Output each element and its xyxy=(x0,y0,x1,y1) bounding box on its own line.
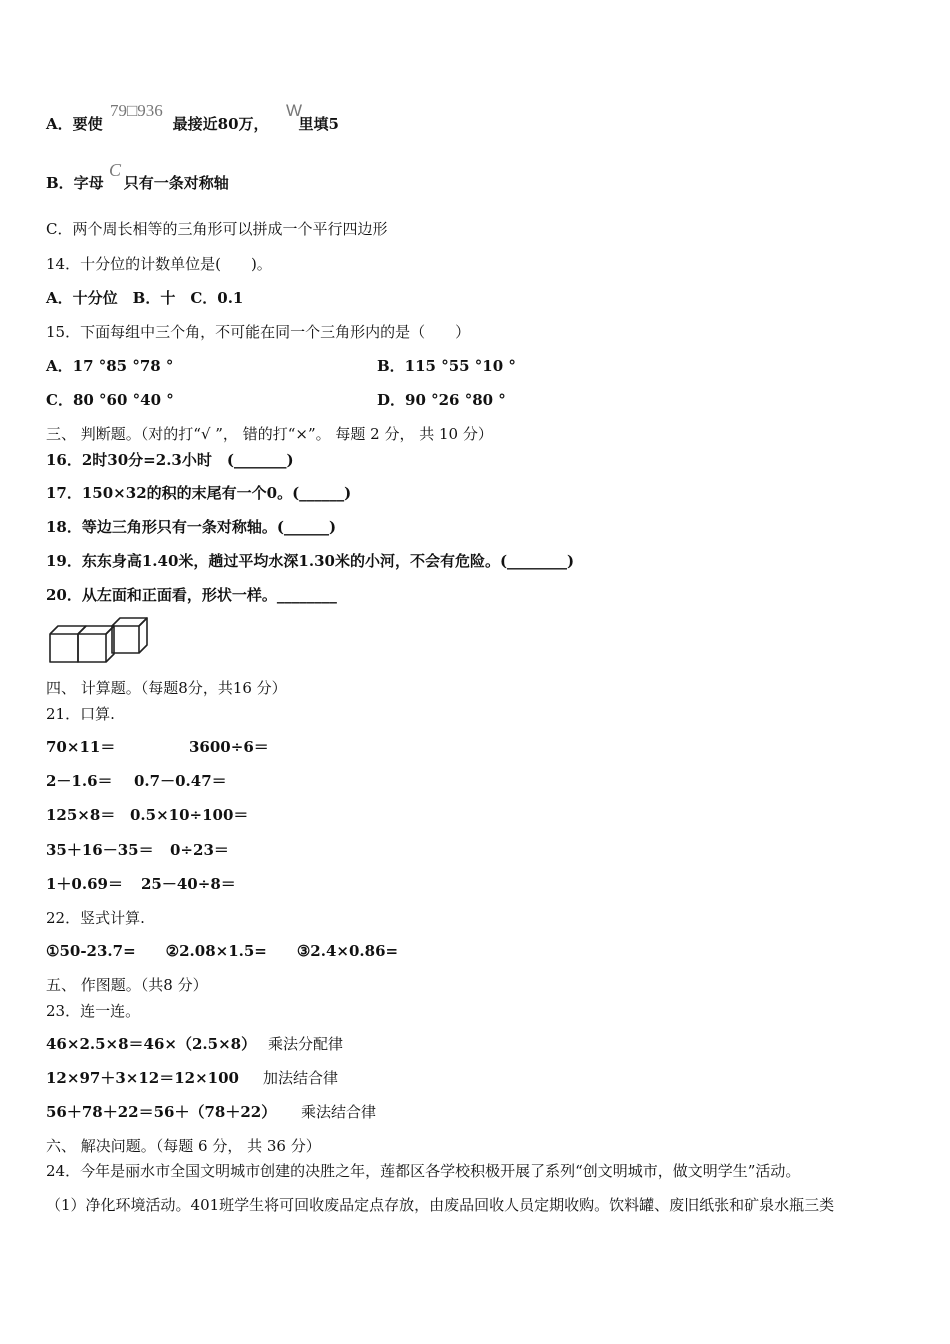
calc-row-2-left: 2－1.6＝ xyxy=(46,772,113,790)
q13-b-suffix: 只有一条对称轴 xyxy=(123,174,229,192)
q13-option-b xyxy=(46,173,229,193)
q24-stem: 24．今年是丽水市全国文明城市创建的决胜之年，莲都区各学校积极开展了系列“创文明城市，做文明学生”活动。 xyxy=(46,1162,801,1180)
q22-items: ①50-23.7= ②2.08×1.5= ③2.4×0.86= xyxy=(46,942,399,960)
cube-back-front-face xyxy=(112,626,139,653)
calc-row-5-right: 25－40÷8＝ xyxy=(141,875,236,893)
section4-heading: 四、 计算题。（每题8分，共16 分） xyxy=(46,679,287,697)
match-row-2-left: 12×97＋3×12＝12×100 xyxy=(46,1069,239,1087)
q13-a-mid: 最接近80万， xyxy=(172,115,269,133)
q15-option-c: C．80 °60 °40 ° xyxy=(46,391,174,409)
cube-front-middle-face xyxy=(78,634,106,662)
q20: 20．从左面和正面看，形状一样。________ xyxy=(46,586,337,604)
calc-row-5-left: 1＋0.69＝ xyxy=(46,875,123,893)
q13-b-prefix: B．字母 xyxy=(46,174,104,192)
q23-stem: 23．连一连。 xyxy=(46,1002,141,1020)
q13-b-letter-image: C xyxy=(109,160,122,180)
q13-a-number-image: 79□936 xyxy=(110,101,163,120)
section5-heading: 五、 作图题。（共8 分） xyxy=(46,976,208,994)
q16: 16．2时30分=2.3小时 (_______) xyxy=(46,451,294,469)
cube-back-side-face xyxy=(139,618,147,653)
calc-row-4-left: 35＋16－35＝ xyxy=(46,841,154,859)
cube-left-top-face xyxy=(50,626,86,634)
q13-a-suffix: 里填5 xyxy=(298,115,339,133)
q15-option-b: B．115 °55 °10 ° xyxy=(377,357,516,375)
q18: 18．等边三角形只有一条对称轴。(______) xyxy=(46,518,337,536)
calc-row-1-right: 3600÷6＝ xyxy=(189,738,269,756)
match-row-2-right: 加法结合律 xyxy=(263,1069,339,1087)
match-row-1-right: 乘法分配律 xyxy=(268,1035,344,1053)
q19: 19．东东身高1.40米，趟过平均水深1.30米的小河，不会有危险。(________) xyxy=(46,552,575,570)
match-row-3-left: 56＋78＋22＝56＋（78＋22） xyxy=(46,1103,277,1121)
q15-stem: 15．下面每组中三个角，不可能在同一个三角形内的是（ ） xyxy=(46,323,471,341)
q15-option-a: A．17 °85 °78 ° xyxy=(46,357,174,375)
calc-row-2-right: 0.7－0.47＝ xyxy=(134,772,227,790)
calc-row-4-right: 0÷23＝ xyxy=(170,841,229,859)
q13-option-c: C．两个周长相等的三角形可以拼成一个平行四边形 xyxy=(46,220,388,238)
cube-back-top-face xyxy=(112,618,147,626)
q14-options: A．十分位 B．十 C．0.1 xyxy=(46,289,244,307)
q13-a-letter-image: W xyxy=(286,101,303,120)
calc-row-3-left: 125×8＝ xyxy=(46,806,116,824)
match-row-1-left: 46×2.5×8＝46×（2.5×8） xyxy=(46,1035,257,1053)
cube-middle-top-face xyxy=(78,626,114,634)
q24-part-1: （1）净化环境活动。401班学生将可回收废品定点存放，由废品回收人员定期收购。饮料罐、废旧纸张和矿泉水瓶三类 xyxy=(46,1196,835,1214)
q21-stem: 21．口算. xyxy=(46,705,115,723)
cube-front-left-face xyxy=(50,634,78,662)
q13-a-prefix: A．要使 xyxy=(46,115,103,133)
q15-option-d: D．90 °26 °80 ° xyxy=(377,391,506,409)
calc-row-3-right: 0.5×10÷100＝ xyxy=(130,806,249,824)
q14-stem: 14．十分位的计数单位是( )。 xyxy=(46,255,272,273)
section3-heading: 三、 判断题。（对的打“√ ”， 错的打“×”。 每题 2 分， 共 10 分） xyxy=(46,425,493,443)
match-row-3-right: 乘法结合律 xyxy=(301,1103,377,1121)
q22-stem: 22．竖式计算. xyxy=(46,909,145,927)
cubes-figure xyxy=(46,614,152,666)
section6-heading: 六、 解决问题。（每题 6 分， 共 36 分） xyxy=(46,1137,321,1155)
q17: 17．150×32的积的末尾有一个0。(______) xyxy=(46,484,352,502)
calc-row-1-left: 70×11＝ xyxy=(46,738,116,756)
